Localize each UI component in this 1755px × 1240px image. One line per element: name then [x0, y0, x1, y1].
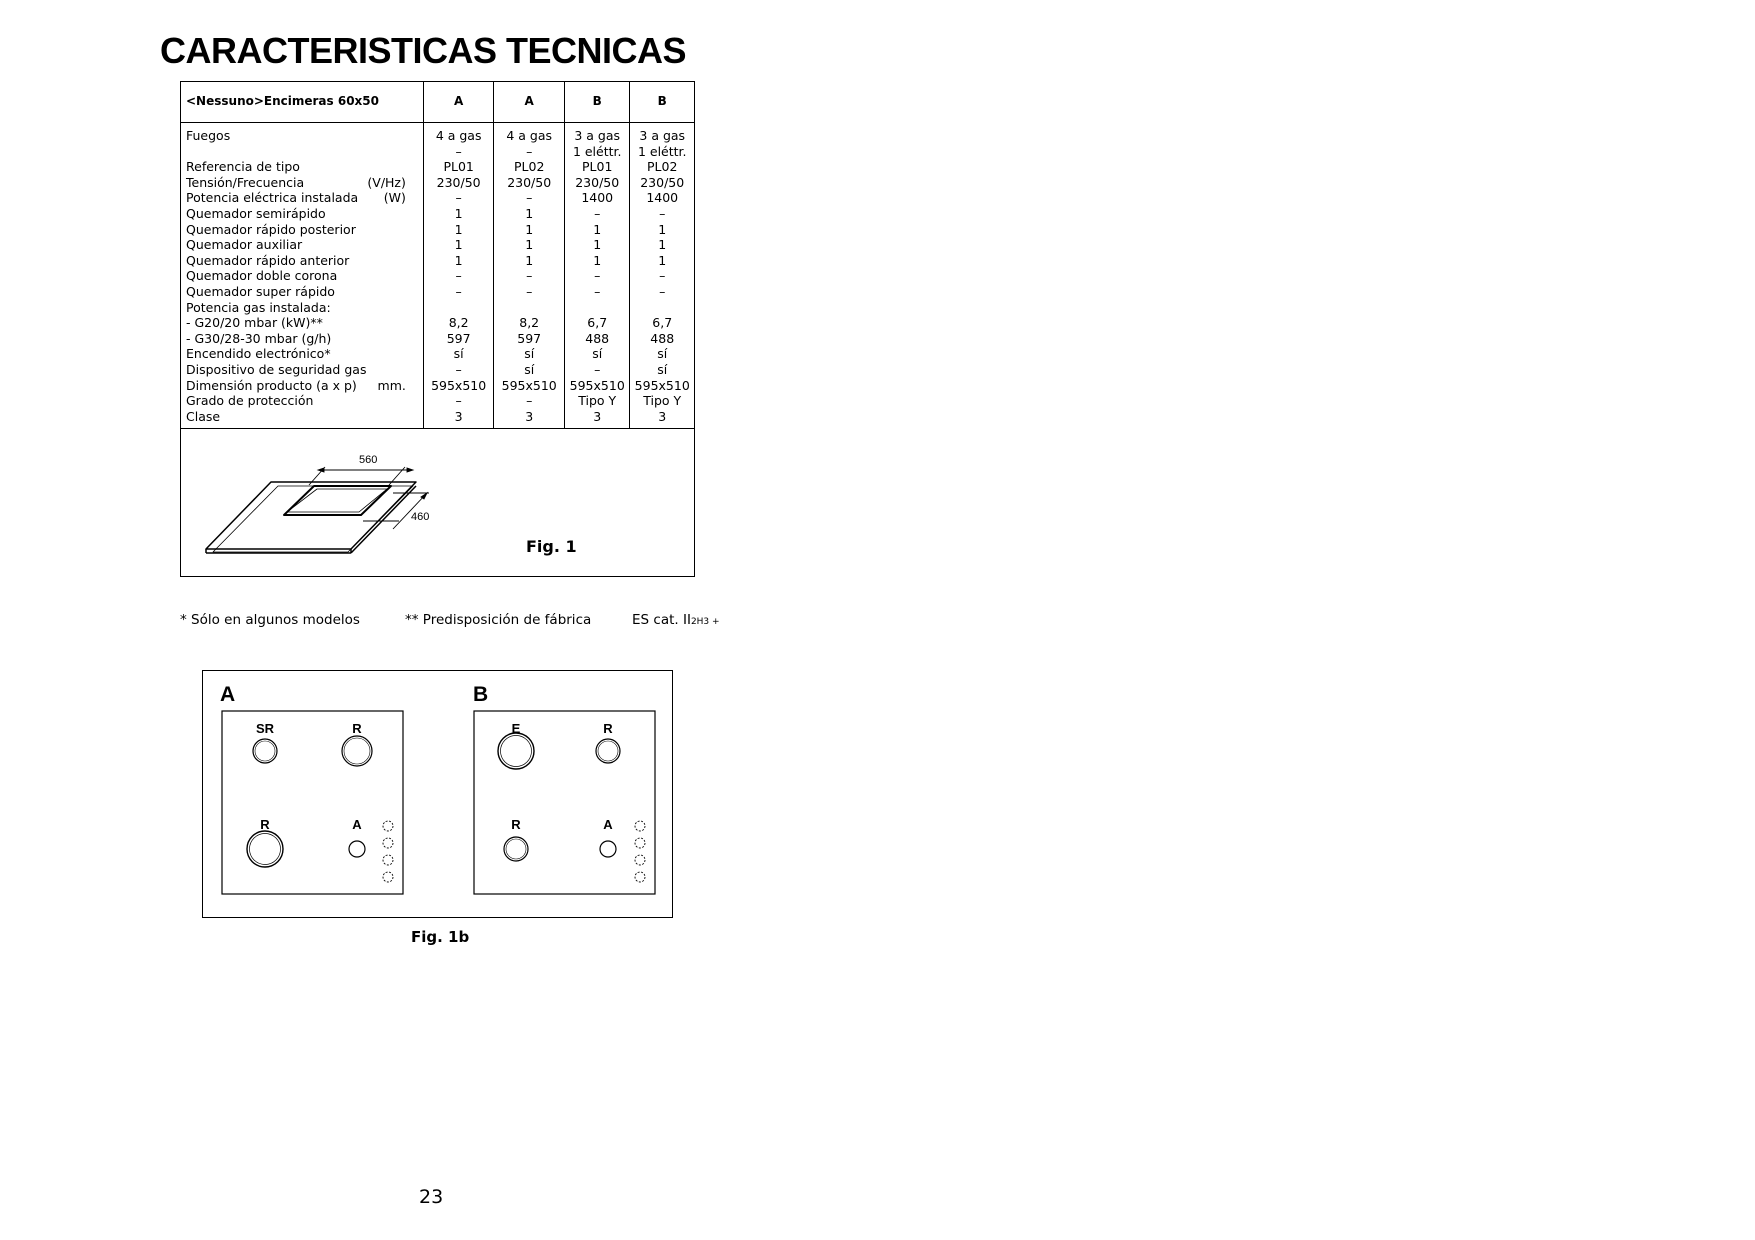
- row-label: [186, 300, 419, 316]
- fig1b-drawing: [203, 671, 671, 916]
- table-cell: 488: [585, 330, 610, 346]
- table-cell: [424, 300, 494, 316]
- row-label-text: Potencia eléctrica instalada: [186, 190, 359, 206]
- specs-table: [180, 81, 695, 577]
- row-label-text: Referencia de tipo: [186, 159, 300, 175]
- table-cell: 1 eléttr.: [572, 143, 622, 159]
- table-cell: –: [455, 283, 462, 299]
- table-cell: –: [526, 268, 533, 284]
- table-cell: –: [659, 283, 666, 299]
- table-cell: 595x510: [501, 377, 557, 393]
- values-col-4: [630, 123, 695, 429]
- panel-a-knobs: [383, 821, 393, 882]
- fig1-drawing: [191, 437, 451, 567]
- values-col-1: [423, 123, 494, 429]
- panel-a-letter: A: [220, 683, 236, 706]
- table-cell: 1 eléttr.: [637, 143, 687, 159]
- table-cell: 4 a gas: [435, 128, 482, 143]
- row-label: [186, 128, 419, 144]
- row-label-unit: [406, 331, 419, 347]
- row-label: [186, 190, 419, 206]
- row-label: [186, 346, 419, 362]
- page-number: 23: [419, 1186, 444, 1208]
- row-label-text: Quemador auxiliar: [186, 237, 303, 253]
- values-col-2: [494, 123, 565, 429]
- panel-b-burner-label-4: A: [603, 817, 613, 832]
- table-cell: 1: [454, 252, 463, 268]
- table-header-row: [181, 82, 695, 123]
- table-cell: [630, 300, 694, 316]
- table-cell: 1: [525, 221, 534, 237]
- table-cell: –: [526, 143, 533, 159]
- table-cell: –: [526, 283, 533, 299]
- fig1b-caption: Fig. 1b: [411, 928, 470, 946]
- table-cell: Tipo Y: [578, 393, 617, 409]
- table-cell: 1: [525, 205, 534, 221]
- table-cell: 1400: [646, 190, 679, 206]
- values-col-3: [564, 123, 630, 429]
- table-cell: 230/50: [640, 174, 685, 190]
- table-body-row: [181, 123, 695, 429]
- burner-semirapid: [253, 739, 277, 763]
- electric-plate: [498, 733, 534, 769]
- fig1-depth-label: 460: [411, 511, 430, 524]
- panel-a-burner-label-2: R: [352, 721, 362, 736]
- row-label-text: Dimensión producto (a x p): [186, 377, 357, 393]
- table-cell: –: [594, 361, 601, 377]
- table-cell: sí: [524, 346, 535, 362]
- row-label-unit: [406, 206, 419, 222]
- table-cell: 1400: [581, 190, 614, 206]
- table-cell: 1: [525, 237, 534, 253]
- header-col-1: A: [423, 82, 494, 123]
- panel-b-burner-label-2: R: [603, 721, 613, 736]
- fig1-width-label: 560: [359, 454, 378, 467]
- table-cell: 1: [454, 221, 463, 237]
- row-label-unit: mm.: [377, 377, 406, 393]
- row-label-text: Encendido electrónico*: [186, 346, 331, 362]
- table-cell: 1: [454, 205, 463, 221]
- panel-a-burner-label-3: R: [260, 817, 270, 832]
- table-cell: 1: [593, 237, 602, 253]
- row-label: [186, 362, 419, 378]
- row-label-unit: [406, 253, 419, 269]
- page-title: CARACTERISTICAS TECNICAS: [160, 30, 687, 71]
- fig1-cell: [181, 429, 695, 577]
- table-cell: 1: [658, 252, 667, 268]
- table-cell: PL02: [647, 159, 678, 175]
- table-cell: –: [455, 393, 462, 409]
- row-label: [186, 253, 419, 269]
- table-cell: –: [526, 393, 533, 409]
- table-cell: Tipo Y: [643, 393, 682, 409]
- row-label: [186, 268, 419, 284]
- panel-b-knobs: [635, 821, 645, 882]
- row-label-text: Tensión/Frecuencia: [186, 174, 305, 190]
- figure-row: [181, 429, 695, 577]
- table-cell: 597: [446, 330, 471, 346]
- table-cell: sí: [453, 346, 464, 362]
- row-label-text: Grado de protección: [186, 393, 314, 409]
- table-cell: 1: [658, 221, 667, 237]
- table-cell: 1: [525, 252, 534, 268]
- row-label-unit: [406, 300, 419, 316]
- row-label-unit: [406, 362, 419, 378]
- row-label-text: Clase: [186, 408, 221, 424]
- row-label-text: - G30/28-30 mbar (g/h): [186, 330, 332, 346]
- footnote-only-some-models: * Sólo en algunos modelos: [180, 612, 360, 628]
- burner-rapid-front: [247, 831, 283, 867]
- panel-b-hob: [474, 711, 655, 894]
- table-cell: 4 a gas: [506, 128, 553, 143]
- table-cell: sí: [524, 361, 535, 377]
- table-cell: –: [594, 283, 601, 299]
- row-label: [186, 284, 419, 300]
- row-label: [186, 159, 419, 175]
- table-cell: [565, 300, 630, 316]
- row-label-text: Quemador semirápido: [186, 205, 326, 221]
- row-label: [186, 206, 419, 222]
- table-cell: 8,2: [519, 315, 540, 331]
- fig1b-frame: [202, 670, 673, 918]
- table-cell: 6,7: [587, 315, 608, 331]
- table-cell: sí: [657, 346, 668, 362]
- row-label-unit: [406, 393, 419, 409]
- row-label-unit: [406, 346, 419, 362]
- header-col-2: A: [494, 82, 565, 123]
- panel-b-burner-label-3: R: [511, 817, 521, 832]
- table-cell: 3: [454, 408, 463, 424]
- row-label-text: [186, 144, 190, 160]
- row-label-unit: [406, 237, 419, 253]
- header-col-4: B: [630, 82, 695, 123]
- table-cell: sí: [592, 346, 603, 362]
- table-cell: 3: [593, 408, 602, 424]
- gas-category-prefix: ES cat. II: [632, 612, 691, 628]
- row-label-text: Quemador doble corona: [186, 268, 338, 284]
- row-label-unit: (W): [383, 190, 406, 206]
- row-label: [186, 222, 419, 238]
- row-label-unit: [406, 222, 419, 238]
- row-label-unit: [406, 284, 419, 300]
- panel-b-burner-label-1: E: [511, 721, 521, 736]
- row-label-text: - G20/20 mbar (kW)**: [186, 315, 323, 331]
- row-label-unit: [406, 144, 419, 160]
- burner-rapid-front-b: [504, 837, 528, 861]
- panel-a-burner-label-1: SR: [255, 721, 275, 736]
- row-labels: [181, 123, 424, 429]
- table-cell: –: [594, 205, 601, 221]
- header-model: <Nessuno>Encimeras 60x50: [181, 82, 424, 123]
- table-cell: sí: [657, 361, 668, 377]
- row-label-unit: [406, 128, 419, 144]
- table-cell: 1: [593, 252, 602, 268]
- panel-b-letter: B: [473, 683, 489, 706]
- table-cell: PL01: [582, 159, 613, 175]
- table-cell: 595x510: [569, 377, 625, 393]
- gas-category-sub: 2H3 +: [690, 617, 720, 627]
- row-label-unit: (V/Hz): [367, 174, 406, 190]
- table-cell: [494, 300, 564, 316]
- row-label-unit: [406, 409, 419, 425]
- table-cell: 8,2: [448, 315, 469, 331]
- burner-auxiliary-b: [600, 841, 616, 857]
- row-label-text: Fuegos: [186, 128, 231, 143]
- table-cell: PL02: [513, 159, 545, 175]
- row-label-text: Quemador rápido posterior: [186, 221, 356, 237]
- row-label: [186, 175, 419, 191]
- table-cell: 3 a gas: [639, 128, 686, 143]
- table-cell: 595x510: [431, 377, 487, 393]
- table-cell: 595x510: [634, 377, 690, 393]
- header-col-3: B: [564, 82, 630, 123]
- table-cell: 3 a gas: [574, 128, 621, 143]
- table-cell: –: [659, 205, 666, 221]
- table-cell: 597: [517, 330, 542, 346]
- burner-rapid-rear-b: [596, 739, 620, 763]
- table-cell: 488: [650, 330, 675, 346]
- row-label-text: Dispositivo de seguridad gas: [186, 361, 367, 377]
- table-cell: –: [526, 190, 533, 206]
- row-label-unit: [406, 315, 419, 331]
- row-label: [186, 237, 419, 253]
- table-cell: 3: [525, 408, 534, 424]
- table-cell: 3: [658, 408, 667, 424]
- table-cell: 1: [658, 237, 667, 253]
- burner-rapid-rear: [342, 736, 372, 766]
- row-label: [186, 378, 419, 394]
- panel-a-burner-label-4: A: [352, 817, 362, 832]
- table-cell: –: [455, 361, 462, 377]
- table-cell: –: [594, 268, 601, 284]
- footnote-factory-setting: ** Predisposición de fábrica: [405, 612, 592, 628]
- row-label-text: Potencia gas instalada:: [186, 299, 331, 315]
- panel-a-hob: [222, 711, 403, 894]
- table-cell: 230/50: [436, 174, 481, 190]
- table-cell: 1: [593, 221, 602, 237]
- row-label-text: Quemador super rápido: [186, 283, 335, 299]
- table-cell: 1: [454, 237, 463, 253]
- table-cell: PL01: [443, 159, 474, 175]
- gas-category: [632, 612, 720, 628]
- table-cell: 6,7: [652, 315, 673, 331]
- table-cell: –: [455, 143, 462, 159]
- table-cell: –: [659, 268, 666, 284]
- fig1-caption: Fig. 1: [526, 537, 577, 557]
- row-label: [186, 409, 419, 425]
- row-label: [186, 393, 419, 409]
- row-label: [186, 331, 419, 347]
- burner-auxiliary: [349, 841, 365, 857]
- table-cell: –: [455, 190, 462, 206]
- row-label-unit: [406, 268, 419, 284]
- row-label: [186, 144, 419, 160]
- table-cell: –: [455, 268, 462, 284]
- table-cell: 230/50: [575, 174, 620, 190]
- row-label: [186, 315, 419, 331]
- row-label-unit: [406, 159, 419, 175]
- table-cell: 230/50: [507, 174, 552, 190]
- row-label-text: Quemador rápido anterior: [186, 252, 350, 268]
